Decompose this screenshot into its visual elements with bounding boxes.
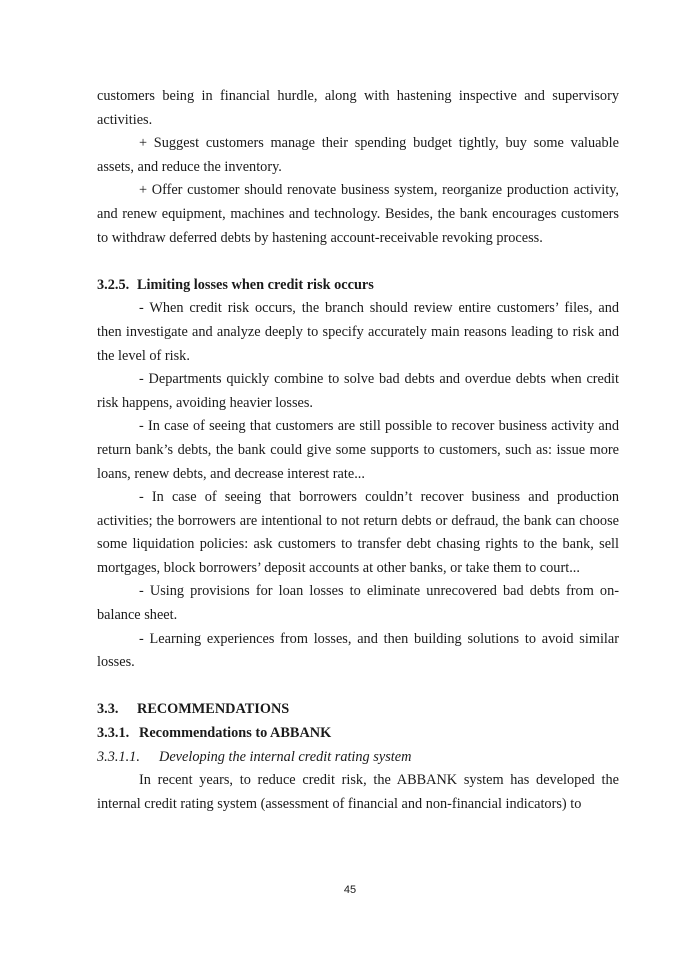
- list-item: - In case of seeing that customers are still possible to recover business activity and return bank’s debts, the bank could give some supports to customers, such as: issue more loans, renew debts, and decrease interest rate...: [97, 418, 619, 482]
- paragraph: In recent years, to reduce credit risk, the ABBANK system has developed the internal credit rating system (assessment of financial and non-financial indicators) to: [97, 772, 619, 812]
- section-number: 3.2.5.: [97, 276, 130, 293]
- list-item: - Learning experiences from losses, and then building solutions to avoid similar losses.: [97, 630, 619, 671]
- paragraph: customers being in financial hurdle, along with hastening inspective and supervisory activities.: [97, 88, 619, 128]
- section-heading-3-3-1: [97, 722, 619, 746]
- section-title: Developing the internal credit rating system: [159, 748, 412, 765]
- list-item: - Using provisions for loan losses to eliminate unrecovered bad debts from on-balance sheet.: [97, 583, 619, 624]
- section-title: Limiting losses when credit risk occurs: [137, 276, 374, 293]
- paragraph: + Offer customer should renovate business system, reorganize production activity, and renew equipment, machines and technology. Besides, the bank encourages customers to withdraw deferred debts by hastening account-receivable revoking process.: [97, 182, 619, 246]
- page-number: 45: [343, 884, 357, 896]
- document-page: [97, 85, 619, 816]
- section-number: 3.3.1.1.: [97, 748, 140, 765]
- list-item: - In case of seeing that borrowers couldn’t recover business and production activities; the borrowers are intentional to not return debts or defraud, the bank can choose some liquidation policies: ask customers to transfer debt chasing rights to the bank, sell mortgages, block borrowers’ deposit accounts at other banks, or take them to court...: [97, 489, 619, 576]
- section-title: Recommendations to ABBANK: [139, 725, 332, 742]
- list-item: - When credit risk occurs, the branch should review entire customers’ files, and then investigate and analyze deeply to specify accurately main reasons leading to risk and the level of risk.: [97, 300, 619, 364]
- section-number: 3.3.: [97, 701, 119, 718]
- section-heading-3-2-5: [97, 274, 619, 298]
- section-heading-3-3-1-1: [97, 746, 619, 770]
- section-heading-3-3: [97, 698, 619, 722]
- section-number: 3.3.1.: [97, 725, 130, 742]
- paragraph: + Suggest customers manage their spending budget tightly, buy some valuable assets, and reduce the inventory.: [97, 135, 619, 175]
- section-title: RECOMMENDATIONS: [137, 701, 290, 718]
- list-item: - Departments quickly combine to solve bad debts and overdue debts when credit risk happens, avoiding heavier losses.: [97, 371, 619, 411]
